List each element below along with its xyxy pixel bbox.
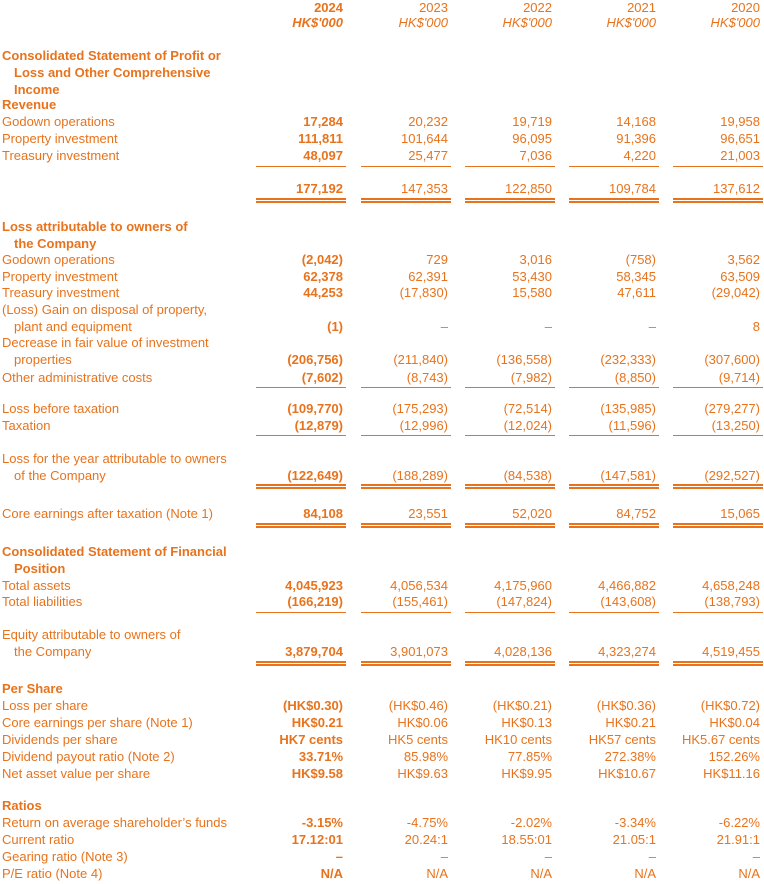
value-2021: N/A (634, 866, 656, 881)
single-rule (569, 612, 659, 613)
value-2023: (155,461) (392, 594, 448, 609)
value-2024: 4,045,923 (285, 578, 343, 593)
value-2024: (1) (327, 319, 343, 334)
value-2023: – (440, 319, 448, 334)
row-label-current-ratio: Current ratio (2, 832, 75, 847)
single-rule (361, 435, 451, 436)
value-2020: (29,042) (711, 285, 760, 300)
row-label-decrease-in-fair-value-of-investment-cont: properties (14, 352, 72, 367)
value-2024: 33.71% (298, 749, 343, 764)
value-2021: 272.38% (604, 749, 656, 764)
value-2022: (7,982) (510, 370, 552, 385)
value-2022: (147,824) (496, 594, 552, 609)
row-label-equity-attributable-to-owners-of: Equity attributable to owners of (2, 627, 181, 642)
value-2023: 62,391 (408, 269, 448, 284)
value-2021: (135,985) (600, 401, 656, 416)
value-2023: – (440, 849, 448, 864)
column-year-2020: 2020 (731, 0, 760, 15)
column-year-2021: 2021 (627, 0, 656, 15)
column-unit-2022: HK$'000 (502, 15, 552, 30)
value-2021: (147,581) (600, 468, 656, 483)
value-2023: 23,551 (408, 506, 448, 521)
value-2020: 15,065 (720, 506, 760, 521)
value-2020: -6.22% (718, 815, 760, 830)
value-2021: 4,466,882 (598, 578, 656, 593)
value-2024: 3,879,704 (285, 644, 343, 659)
value-2024: (7,602) (301, 370, 343, 385)
row-label-treasury-investment: Treasury investment (2, 285, 120, 300)
single-rule (673, 612, 763, 613)
single-rule (673, 166, 763, 167)
value-2022: 7,036 (519, 148, 552, 163)
value-2020: (13,250) (711, 418, 760, 433)
section-heading-loss-attributable-to-owners-of: Loss attributable to owners of (2, 219, 188, 234)
value-2024: 44,253 (303, 285, 343, 300)
row-label-return-on-average-shareholder-s-funds: Return on average shareholder’s funds (2, 815, 227, 830)
value-2022: 53,430 (512, 269, 552, 284)
value-2022: (84,538) (503, 468, 552, 483)
row-label-dividend-payout-ratio-note-2: Dividend payout ratio (Note 2) (2, 749, 175, 764)
value-2024: 84,108 (303, 506, 343, 521)
value-2021: (143,608) (600, 594, 656, 609)
row-label-taxation: Taxation (2, 418, 51, 433)
section-heading-consolidated-statement-of-profit-or-cont: Income (14, 82, 60, 97)
value-2022: HK10 cents (484, 732, 552, 747)
value-2020: HK$0.04 (709, 715, 760, 730)
value-2021: 58,345 (616, 269, 656, 284)
value-2021: (758) (625, 252, 656, 267)
double-rule (256, 661, 346, 666)
single-rule (465, 387, 555, 388)
double-rule (256, 484, 346, 489)
value-2022: (12,024) (503, 418, 552, 433)
value-2020: – (752, 849, 760, 864)
row-label-loss-gain-on-disposal-of-property-cont: plant and equipment (14, 319, 132, 334)
column-year-2023: 2023 (419, 0, 448, 15)
double-rule (361, 484, 451, 489)
value-2022: 96,095 (512, 131, 552, 146)
double-rule (673, 661, 763, 666)
value-2020: 4,658,248 (702, 578, 760, 593)
value-2021: (232,333) (600, 352, 656, 367)
double-rule (673, 198, 763, 203)
value-2024: (122,649) (287, 468, 343, 483)
value-2023: 20.24:1 (404, 832, 448, 847)
value-2023: HK5 cents (388, 732, 448, 747)
row-label-loss-per-share: Loss per share (2, 698, 88, 713)
value-2022: (136,558) (496, 352, 552, 367)
value-2023: (HK$0.46) (388, 698, 448, 713)
value-2021: HK$0.21 (605, 715, 656, 730)
double-rule (465, 198, 555, 203)
value-2022: 52,020 (512, 506, 552, 521)
value-2023: 147,353 (401, 181, 448, 196)
value-2020: 21.91:1 (716, 832, 760, 847)
double-rule (569, 661, 659, 666)
value-2022: 4,175,960 (494, 578, 552, 593)
value-2022: 19,719 (512, 114, 552, 129)
value-2021: – (648, 319, 656, 334)
row-label-treasury-investment: Treasury investment (2, 148, 120, 163)
value-2023: (8,743) (406, 370, 448, 385)
value-2023: (188,289) (392, 468, 448, 483)
value-2022: 15,580 (512, 285, 552, 300)
single-rule (569, 387, 659, 388)
value-2020: N/A (738, 866, 760, 881)
value-2024: -3.15% (301, 815, 343, 830)
value-2021: 21.05:1 (612, 832, 656, 847)
double-rule (361, 523, 451, 528)
value-2023: (12,996) (399, 418, 448, 433)
value-2020: 4,519,455 (702, 644, 760, 659)
value-2023: (211,840) (393, 352, 448, 367)
value-2021: (8,850) (614, 370, 656, 385)
row-label-core-earnings-per-share-note-1: Core earnings per share (Note 1) (2, 715, 193, 730)
row-label-property-investment: Property investment (2, 269, 118, 284)
single-rule (673, 387, 763, 388)
value-2020: (279,277) (704, 401, 760, 416)
value-2021: 47,611 (617, 285, 656, 300)
section-heading-revenue: Revenue (2, 97, 57, 112)
single-rule (256, 435, 346, 436)
value-2022: 4,028,136 (494, 644, 552, 659)
value-2020: (307,600) (704, 352, 760, 367)
row-label-loss-gain-on-disposal-of-property: (Loss) Gain on disposal of property, (2, 302, 207, 317)
value-2023: 20,232 (408, 114, 448, 129)
column-unit-2020: HK$'000 (710, 15, 760, 30)
value-2024: 48,097 (303, 148, 343, 163)
value-2020: (292,527) (704, 468, 760, 483)
row-label-core-earnings-after-taxation-note-1: Core earnings after taxation (Note 1) (2, 506, 213, 521)
single-rule (569, 435, 659, 436)
double-rule (361, 661, 451, 666)
row-label-total-liabilities: Total liabilities (2, 594, 83, 609)
value-2023: N/A (426, 866, 448, 881)
value-2024: (HK$0.30) (283, 698, 343, 713)
value-2024: (109,770) (287, 401, 343, 416)
value-2020: 96,651 (720, 131, 760, 146)
row-label-godown-operations: Godown operations (2, 114, 115, 129)
value-2021: 84,752 (616, 506, 656, 521)
row-label-property-investment: Property investment (2, 131, 118, 146)
value-2024: (166,219) (287, 594, 343, 609)
single-rule (256, 612, 346, 613)
row-label-other-administrative-costs: Other administrative costs (2, 370, 153, 385)
double-rule (465, 484, 555, 489)
row-label-godown-operations: Godown operations (2, 252, 115, 267)
value-2020: HK$11.16 (703, 766, 760, 781)
single-rule (673, 435, 763, 436)
value-2024: 62,378 (303, 269, 343, 284)
value-2023: (175,293) (392, 401, 448, 416)
value-2022: N/A (530, 866, 552, 881)
value-2021: 4,220 (623, 148, 656, 163)
value-2023: HK$9.63 (397, 766, 448, 781)
section-heading-consolidated-statement-of-financial: Consolidated Statement of Financial (2, 544, 227, 559)
value-2021: 109,784 (609, 181, 656, 196)
section-heading-consolidated-statement-of-profit-or: Consolidated Statement of Profit or (2, 48, 221, 63)
value-2020: 137,612 (713, 181, 760, 196)
single-rule (256, 387, 346, 388)
value-2021: 4,323,274 (598, 644, 656, 659)
single-rule (465, 435, 555, 436)
value-2023: 25,477 (408, 148, 448, 163)
section-heading-consolidated-statement-of-financial-cont: Position (14, 561, 66, 576)
value-2020: 8 (752, 319, 760, 334)
value-2022: 3,016 (519, 252, 552, 267)
value-2020: 152.26% (708, 749, 760, 764)
value-2020: HK5.67 cents (681, 732, 760, 747)
row-label-total-assets: Total assets (2, 578, 71, 593)
value-2024: HK$0.21 (291, 715, 343, 730)
double-rule (256, 198, 346, 203)
row-label-loss-for-the-year-attributable-to-owners: Loss for the year attributable to owners (2, 451, 227, 466)
value-2024: HK7 cents (279, 732, 343, 747)
row-label-loss-before-taxation: Loss before taxation (2, 401, 120, 416)
column-unit-2024: HK$'000 (292, 15, 343, 30)
value-2021: -3.34% (614, 815, 656, 830)
value-2024: (12,879) (294, 418, 343, 433)
value-2020: 19,958 (720, 114, 760, 129)
column-unit-2023: HK$'000 (398, 15, 448, 30)
column-year-2022: 2022 (523, 0, 552, 15)
value-2021: – (648, 849, 656, 864)
value-2024: (2,042) (301, 252, 343, 267)
value-2020: 63,509 (720, 269, 760, 284)
value-2024: 17.12:01 (291, 832, 343, 847)
value-2022: HK$0.13 (501, 715, 552, 730)
row-label-dividends-per-share: Dividends per share (2, 732, 118, 747)
value-2023: 101,644 (401, 131, 448, 146)
double-rule (569, 198, 659, 203)
value-2022: HK$9.95 (501, 766, 552, 781)
section-heading-per-share: Per Share (2, 681, 63, 696)
value-2022: (HK$0.21) (492, 698, 552, 713)
single-rule (465, 166, 555, 167)
value-2024: 17,284 (303, 114, 343, 129)
value-2023: -4.75% (406, 815, 448, 830)
value-2024: 177,192 (296, 181, 343, 196)
double-rule (569, 523, 659, 528)
value-2023: 729 (426, 252, 448, 267)
row-label-loss-for-the-year-attributable-to-owners-cont: of the Company (14, 468, 106, 483)
value-2024: (206,756) (287, 352, 343, 367)
value-2022: – (544, 849, 552, 864)
double-rule (361, 198, 451, 203)
double-rule (673, 484, 763, 489)
single-rule (361, 612, 451, 613)
section-heading-loss-attributable-to-owners-of-cont: the Company (14, 236, 97, 251)
value-2023: HK$0.06 (397, 715, 448, 730)
row-label-p-e-ratio-note-4: P/E ratio (Note 4) (2, 866, 103, 881)
value-2021: (HK$0.36) (596, 698, 656, 713)
value-2024: – (335, 849, 343, 864)
value-2021: (11,596) (608, 418, 656, 433)
row-label-equity-attributable-to-owners-of-cont: the Company (14, 644, 92, 659)
value-2020: (9,714) (718, 370, 760, 385)
single-rule (361, 387, 451, 388)
value-2023: (17,830) (399, 285, 448, 300)
double-rule (465, 523, 555, 528)
value-2022: 77.85% (507, 749, 552, 764)
single-rule (256, 166, 346, 167)
value-2020: (HK$0.72) (700, 698, 760, 713)
row-label-gearing-ratio-note-3: Gearing ratio (Note 3) (2, 849, 128, 864)
column-unit-2021: HK$'000 (606, 15, 656, 30)
value-2023: 85.98% (403, 749, 448, 764)
value-2022: 18.55:01 (501, 832, 552, 847)
row-label-net-asset-value-per-share: Net asset value per share (2, 766, 151, 781)
column-year-2024: 2024 (314, 0, 343, 15)
value-2024: HK$9.58 (291, 766, 343, 781)
value-2024: 111,811 (298, 131, 343, 146)
value-2022: – (544, 319, 552, 334)
section-heading-ratios: Ratios (2, 798, 42, 813)
value-2022: -2.02% (510, 815, 552, 830)
value-2021: HK57 cents (588, 732, 656, 747)
double-rule (256, 523, 346, 528)
value-2020: (138,793) (704, 594, 760, 609)
value-2023: 3,901,073 (390, 644, 448, 659)
value-2021: HK$10.67 (598, 766, 656, 781)
double-rule (465, 661, 555, 666)
value-2022: 122,850 (505, 181, 552, 196)
value-2021: 14,168 (616, 114, 656, 129)
value-2024: N/A (320, 866, 343, 881)
double-rule (673, 523, 763, 528)
row-label-decrease-in-fair-value-of-investment: Decrease in fair value of investment (2, 335, 209, 350)
section-heading-consolidated-statement-of-profit-or-cont: Loss and Other Comprehensive (14, 65, 211, 80)
double-rule (569, 484, 659, 489)
value-2020: 3,562 (727, 252, 760, 267)
single-rule (465, 612, 555, 613)
single-rule (361, 166, 451, 167)
value-2023: 4,056,534 (390, 578, 448, 593)
single-rule (569, 166, 659, 167)
value-2022: (72,514) (503, 401, 552, 416)
value-2021: 91,396 (616, 131, 656, 146)
value-2020: 21,003 (720, 148, 760, 163)
